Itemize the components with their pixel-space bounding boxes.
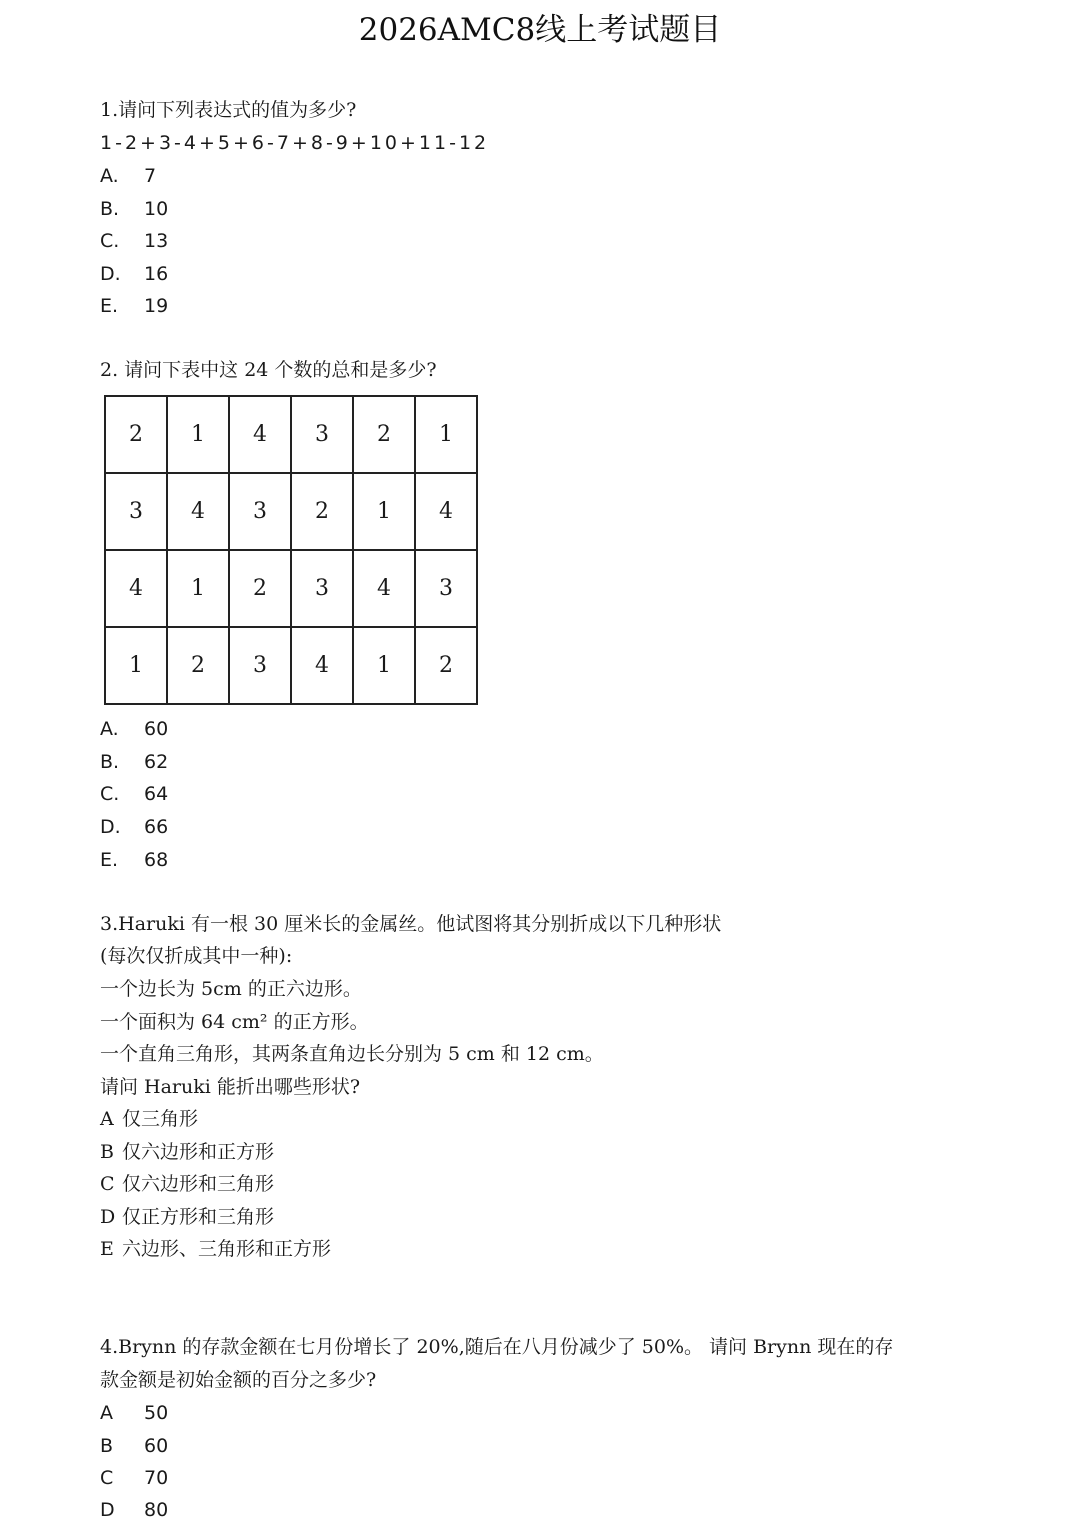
q1-option-b: [100, 195, 168, 223]
option-value: 70: [144, 1467, 169, 1489]
option-value: 7: [144, 165, 157, 187]
option-letter: E: [100, 1238, 114, 1260]
option-letter: A: [100, 1402, 113, 1424]
q3-line-4: 一个面积为 64 cm² 的正方形。: [100, 1011, 369, 1033]
q3-line-2: (每次仅折成其中一种):: [100, 945, 293, 967]
grid-cell: 1: [167, 396, 229, 473]
q3-line-5: 一个直角三角形，其两条直角边长分别为 5 cm 和 12 cm。: [100, 1043, 604, 1065]
grid-cell: 4: [167, 473, 229, 550]
option-value: 19: [144, 295, 169, 317]
grid-cell: 2: [229, 550, 291, 627]
q4-option-b: [100, 1432, 168, 1460]
option-value: 80: [144, 1499, 169, 1521]
grid-cell: 3: [291, 396, 353, 473]
q2-option-c: [100, 780, 168, 808]
option-letter: B.: [100, 198, 120, 220]
grid-row: [105, 396, 477, 473]
grid-row: [105, 627, 477, 704]
option-value: 仅正方形和三角形: [122, 1206, 275, 1228]
q2-option-d: [100, 813, 168, 841]
number-grid: [104, 395, 478, 705]
grid-cell: 3: [415, 550, 477, 627]
option-letter: E.: [100, 295, 119, 317]
q1-expression: 1-2+3-4+5+6-7+8-9+10+11-12: [100, 132, 490, 154]
option-value: 66: [144, 816, 169, 838]
grid-cell: 3: [291, 550, 353, 627]
grid-cell: 1: [415, 396, 477, 473]
grid-cell: 2: [353, 396, 415, 473]
option-value: 仅六边形和正方形: [122, 1141, 275, 1163]
q4-line-1: 4.Brynn 的存款金额在七月份增长了 20%,随后在八月份减少了 50%。 请问 Brynn 现在的存: [100, 1336, 894, 1358]
grid-cell: 4: [353, 550, 415, 627]
option-letter: A: [100, 1108, 114, 1130]
grid-row: [105, 473, 477, 550]
option-value: 六边形、三角形和正方形: [122, 1238, 332, 1260]
grid-cell: 4: [291, 627, 353, 704]
q4-option-d: [100, 1496, 168, 1524]
page-title: 2026AMC8线上考试题目: [358, 12, 722, 48]
q1-prompt: 1.请问下列表达式的值为多少?: [100, 99, 357, 121]
grid-cell: 2: [167, 627, 229, 704]
grid-cell: 2: [415, 627, 477, 704]
q3-option-a: [100, 1105, 198, 1133]
option-letter: D.: [100, 816, 121, 838]
grid-cell: 2: [105, 396, 167, 473]
q4-line-2: 款金额是初始金额的百分之多少?: [100, 1369, 377, 1391]
option-value: 60: [144, 718, 169, 740]
option-letter: C: [100, 1173, 115, 1195]
grid-cell: 4: [229, 396, 291, 473]
option-letter: D: [100, 1499, 115, 1521]
option-value: 10: [144, 198, 169, 220]
grid-cell: 4: [105, 550, 167, 627]
option-letter: C.: [100, 230, 120, 252]
q2-prompt: 2. 请问下表中这 24 个数的总和是多少?: [100, 359, 437, 381]
q4-option-c: [100, 1464, 168, 1492]
q3-option-e: [100, 1235, 331, 1263]
q1-option-e: [100, 292, 168, 320]
grid-row: [105, 550, 477, 627]
option-letter: D: [100, 1206, 116, 1228]
option-value: 13: [144, 230, 169, 252]
option-letter: B: [100, 1141, 114, 1163]
option-letter: B: [100, 1435, 114, 1457]
option-letter: A.: [100, 165, 119, 187]
q3-line-3: 一个边长为 5cm 的正六边形。: [100, 978, 362, 1000]
grid-cell: 4: [415, 473, 477, 550]
option-value: 64: [144, 783, 169, 805]
grid-cell: 3: [229, 473, 291, 550]
q3-line-1: 3.Haruki 有一根 30 厘米长的金属丝。他试图将其分别折成以下几种形状: [100, 913, 722, 935]
option-letter: A.: [100, 718, 119, 740]
option-value: 50: [144, 1402, 169, 1424]
q3-option-c: [100, 1170, 274, 1198]
grid-cell: 3: [229, 627, 291, 704]
q1-option-a: [100, 162, 156, 190]
option-value: 仅三角形: [122, 1108, 199, 1130]
option-letter: E.: [100, 849, 119, 871]
q3-option-b: [100, 1138, 274, 1166]
option-value: 仅六边形和三角形: [122, 1173, 275, 1195]
option-value: 16: [144, 263, 169, 285]
q2-option-e: [100, 846, 168, 874]
grid-cell: 1: [105, 627, 167, 704]
option-value: 60: [144, 1435, 169, 1457]
grid-cell: 3: [105, 473, 167, 550]
q1-option-c: [100, 227, 168, 255]
option-letter: B.: [100, 751, 120, 773]
q2-option-b: [100, 748, 168, 776]
option-letter: C: [100, 1467, 114, 1489]
q1-option-d: [100, 260, 168, 288]
grid-cell: 1: [353, 473, 415, 550]
grid-cell: 1: [353, 627, 415, 704]
q2-option-a: [100, 715, 168, 743]
option-value: 62: [144, 751, 169, 773]
option-value: 68: [144, 849, 169, 871]
q3-line-6: 请问 Haruki 能折出哪些形状?: [100, 1076, 361, 1098]
q4-option-a: [100, 1399, 168, 1427]
grid-cell: 1: [167, 550, 229, 627]
option-letter: D.: [100, 263, 121, 285]
q3-option-d: [100, 1203, 274, 1231]
option-letter: C.: [100, 783, 120, 805]
grid-cell: 2: [291, 473, 353, 550]
